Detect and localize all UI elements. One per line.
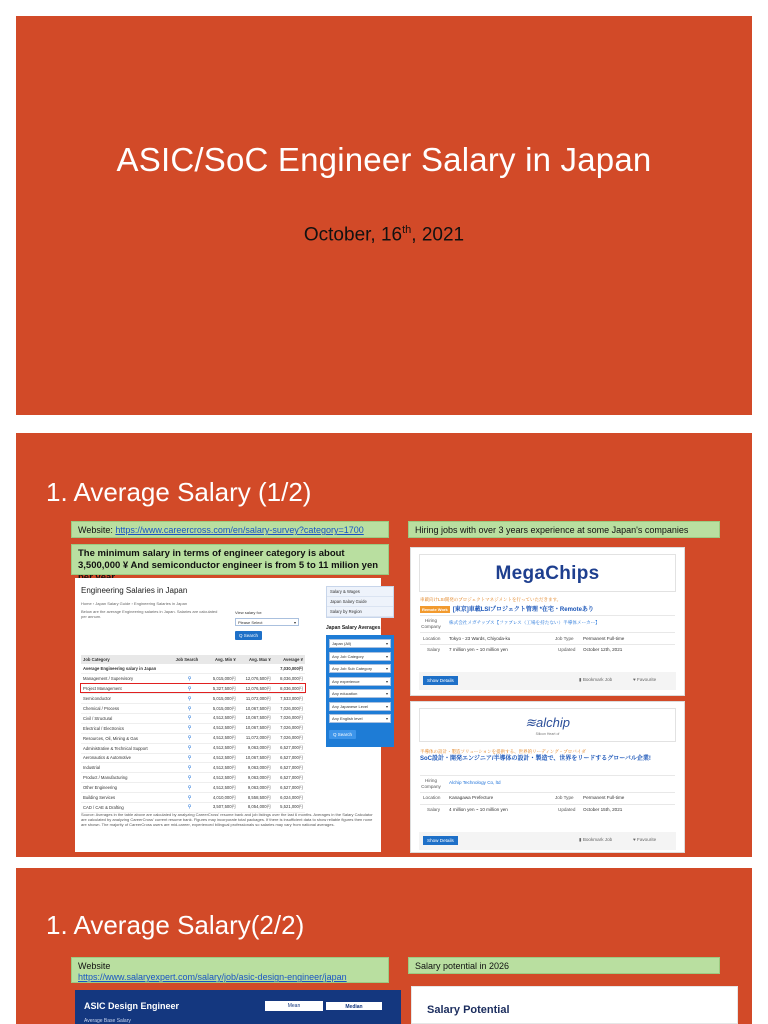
select-value: Any English level xyxy=(332,716,363,721)
show-details-button[interactable]: Show Details xyxy=(423,676,458,685)
job-category-cell: Electrical / Electronics xyxy=(81,723,174,733)
select-value: Japan (All) xyxy=(332,641,352,646)
job-title[interactable]: SoC設計・開発エンジニア/半導体の設計・製造で、世界をリードするグローバル企業! xyxy=(420,756,651,762)
side-menu-salary-region[interactable]: Salary by Region xyxy=(327,607,393,617)
bookmark-job-button[interactable] xyxy=(579,837,612,843)
average-cell: 6,527,000円 xyxy=(273,753,305,763)
hiring-company-label xyxy=(421,618,441,630)
select-value: Any Job Sub Category xyxy=(332,666,373,671)
salary-table-screenshot xyxy=(75,578,388,852)
average-value: 7,030,000円 xyxy=(273,664,305,674)
average-cell: 8,036,000円 xyxy=(273,674,305,684)
company-name[interactable] xyxy=(449,780,501,786)
job-category-cell: Industrial xyxy=(81,763,174,773)
averages-select[interactable] xyxy=(329,714,391,723)
col-avg-max: Avg. Max ¥ xyxy=(238,655,273,664)
divider xyxy=(420,775,675,776)
col-job-category: Job Category xyxy=(81,655,174,664)
select-value: Any Job Category xyxy=(332,653,364,659)
search-icon[interactable]: ⚲ xyxy=(174,753,206,763)
table-row xyxy=(81,723,305,733)
job-subtitle: 車載向けLSI開発のプロジェクトマネジメントを行っていただきます。 xyxy=(420,597,562,602)
salaryexpert-link[interactable]: https://www.salaryexpert.com/salary/job/asic-design-engineer/japan xyxy=(78,972,347,983)
breadcrumb: Home › Japan Salary Guide › Engineering Salaries in Japan xyxy=(81,601,188,606)
side-menu-salary-guide[interactable]: Japan Salary Guide xyxy=(327,597,393,607)
favourite-button[interactable] xyxy=(633,677,656,682)
salary-potential-card xyxy=(411,986,738,1024)
select-value: Any Japanese Level xyxy=(332,703,369,709)
chevron-down-icon: ▾ xyxy=(385,641,388,646)
slide-title: 1. Average Salary(2/2) xyxy=(46,910,305,940)
col-job-search: Job Search xyxy=(174,655,206,664)
job-category-cell: Chemical / Process xyxy=(81,704,174,714)
salary-value: 7 million yen ~ 10 million yen xyxy=(449,647,508,652)
title-slide xyxy=(16,16,752,415)
search-button[interactable]: Q Search xyxy=(235,631,262,640)
alchip-tagline: Silicon Heart of xyxy=(535,732,560,736)
potential-note: Salary potential in 2026 xyxy=(408,957,720,974)
divider xyxy=(420,804,675,805)
job-category-cell: Project Management xyxy=(81,684,174,694)
averages-select[interactable] xyxy=(329,702,391,711)
average-cell: 5,521,000円 xyxy=(273,802,305,812)
location-value: Tokyo - 23 Wards, Chiyoda-ku xyxy=(449,636,511,641)
megachips-logo-box xyxy=(419,554,676,592)
job-card-megachips[interactable] xyxy=(410,547,685,696)
label-text: Location xyxy=(423,636,441,641)
search-icon[interactable]: ⚲ xyxy=(174,723,206,733)
bookmark-label: Bookmark Job xyxy=(582,837,613,842)
avg-max-cell: 9,063,000円 xyxy=(238,763,273,773)
label-text: Hiring Company xyxy=(421,778,441,789)
job-category-cell: Other Engineering xyxy=(81,783,174,793)
chevron-down-icon: ▾ xyxy=(385,653,388,659)
job-title-text: [東京]車載LSIプロジェクト管理 *在宅・Remoteあり xyxy=(452,607,594,613)
search-icon[interactable]: ⚲ xyxy=(174,713,206,723)
asic-design-engineer-title: ASIC Design Engineer xyxy=(84,1001,180,1011)
salary-value: 4 million yen ~ 10 million yen xyxy=(449,807,508,812)
table-row xyxy=(81,743,305,753)
side-menu xyxy=(326,586,394,618)
average-base-salary-label: Average Base Salary xyxy=(84,1018,131,1024)
date-year: , 2021 xyxy=(411,224,465,246)
label-text: Job Type xyxy=(555,795,574,800)
average-salary-slide-2 xyxy=(16,868,752,1024)
average-salary-slide-1 xyxy=(16,433,752,857)
averages-select[interactable] xyxy=(329,652,391,661)
label-text: Salary xyxy=(427,807,441,812)
alchip-logo xyxy=(420,715,675,731)
bookmark-job-button[interactable] xyxy=(579,677,612,683)
date-suffix: th xyxy=(402,224,412,236)
label-text: Updated xyxy=(558,647,576,652)
averages-search-button[interactable]: Q Search xyxy=(329,730,356,739)
search-icon[interactable]: ⚲ xyxy=(174,733,206,743)
average-cell: 6,527,000円 xyxy=(273,773,305,783)
salary-label xyxy=(427,807,440,813)
company-link: 株式会社メガチップス【ファブレス（工場を持たない）半導体メーカー】 xyxy=(449,620,600,625)
presentation-title: ASIC/SoC Engineer Salary in Japan xyxy=(116,141,652,178)
label-text: Location xyxy=(423,795,441,800)
select-value: Please Select xyxy=(238,620,263,625)
divider xyxy=(420,615,675,616)
careercross-link[interactable]: https://www.careercross.com/en/salary-survey?category=1700 xyxy=(115,525,364,535)
view-salary-label: View salary for: xyxy=(235,610,263,615)
average-cell: 6,527,000円 xyxy=(273,743,305,753)
col-average: Average ¥ xyxy=(273,655,305,664)
website-label xyxy=(71,521,389,538)
averages-select[interactable] xyxy=(329,639,391,648)
table-row xyxy=(81,763,305,773)
avg-min-cell: 4,512,500円 xyxy=(206,763,238,773)
avg-min-cell: 4,512,500円 xyxy=(206,773,238,783)
average-label: Average Engineering salary in Japan xyxy=(81,664,174,674)
chevron-down-icon: ▾ xyxy=(385,716,388,721)
updated-label xyxy=(558,807,575,813)
average-cell: 7,026,000円 xyxy=(273,733,305,743)
updated-label xyxy=(558,647,575,653)
avg-max-cell: 9,063,000円 xyxy=(238,783,273,793)
label-text: Updated xyxy=(558,807,576,812)
averages-select[interactable] xyxy=(329,664,391,673)
table-row xyxy=(81,783,305,793)
salary-label xyxy=(427,647,440,653)
col-avg-min: Avg. Min ¥ xyxy=(206,655,238,664)
avg-max-cell: 11,072,000円 xyxy=(238,694,273,704)
company-link: Alchip Technology Co, ltd xyxy=(449,780,501,785)
average-cell: 6,527,000円 xyxy=(273,763,305,773)
search-icon[interactable]: ⚲ xyxy=(174,802,206,812)
location-label xyxy=(423,636,440,642)
updated-value: October 15th, 2021 xyxy=(583,807,623,812)
search-icon[interactable]: ⚲ xyxy=(174,763,206,773)
engineering-salaries-title: Engineering Salaries in Japan xyxy=(81,586,188,595)
salary-table xyxy=(81,655,305,813)
divider xyxy=(420,792,675,793)
alchip-swoosh-icon: ≋ xyxy=(525,715,536,730)
search-icon[interactable]: ⚲ xyxy=(174,674,206,684)
job-type-label xyxy=(555,795,574,801)
source-footnote: Source: Averages in the table above are calculated by analyzing CareerCross' resume bank and job listings over the last 6 months. Averages in the Salary Calculator are calculated by analyzing CareerCross' current resume bank. Figures may incorporate total packages. If there is insufficient data to show reliable figures then none are shown. The majority of CareerCross users are mid-career, experienced bilingual professionals so salaries may vary from national averages. xyxy=(81,812,373,828)
min-salary-note: The minimum salary in terms of engineer category is about 3,500,000 ¥ And semiconductor engineer is from 5 to 11 milion yen xyxy=(71,544,389,575)
remote-work-badge: Remote Work xyxy=(422,607,448,612)
table-row xyxy=(81,802,305,812)
table-row xyxy=(81,773,305,783)
salary-select[interactable] xyxy=(235,618,299,626)
company-name[interactable] xyxy=(449,620,600,626)
job-type-value: Permanent Full-time xyxy=(583,636,625,641)
job-category-cell: CAD / CAE & Drafting xyxy=(81,802,174,812)
average-cell: 7,026,000円 xyxy=(273,723,305,733)
location-value: Kanagawa Prefecture xyxy=(449,795,494,800)
search-icon[interactable]: ⚲ xyxy=(174,783,206,793)
label-text: Job Type xyxy=(555,636,574,641)
hiring-company-label xyxy=(421,778,441,790)
chevron-down-icon: ▾ xyxy=(293,620,296,625)
bookmark-icon: ▮ xyxy=(579,677,582,682)
job-category-cell: Resources, Oil, Mining & Gas xyxy=(81,733,174,743)
website-caption: Website xyxy=(78,961,111,971)
alchip-logo-text: alchip xyxy=(535,715,570,730)
presentation-date xyxy=(16,224,752,246)
search-icon[interactable]: ⚲ xyxy=(174,743,206,753)
avg-min-cell: 3,507,500円 xyxy=(206,802,238,812)
divider xyxy=(420,644,675,645)
average-cell: 6,527,000円 xyxy=(273,783,305,793)
averages-select[interactable] xyxy=(329,677,391,686)
avg-min-cell: 5,015,000円 xyxy=(206,694,238,704)
job-card-alchip[interactable] xyxy=(410,701,685,853)
chevron-down-icon: ▾ xyxy=(385,703,388,709)
salary-potential-heading: Salary Potential xyxy=(427,1004,510,1016)
select-value: Any education xyxy=(332,691,358,696)
avg-min-cell: 4,512,500円 xyxy=(206,713,238,723)
search-icon[interactable]: ⚲ xyxy=(174,694,206,704)
avg-min-cell: 4,512,500円 xyxy=(206,743,238,753)
job-category-cell: Product / Manufacturing xyxy=(81,773,174,783)
favourite-label: Favourite xyxy=(637,837,657,842)
job-type-label xyxy=(555,636,574,642)
job-category-cell: Management / Supervisory xyxy=(81,674,174,684)
show-details-button[interactable]: Show Details xyxy=(423,836,458,845)
avg-max-cell: 8,558,500円 xyxy=(238,793,273,803)
avg-max-cell: 10,067,500円 xyxy=(238,704,273,714)
slide-title: 1. Average Salary (1/2) xyxy=(46,477,312,507)
location-label xyxy=(423,795,440,801)
avg-max-cell: 9,063,000円 xyxy=(238,743,273,753)
averages-select[interactable] xyxy=(329,689,391,698)
chevron-down-icon: ▾ xyxy=(385,691,388,696)
search-icon[interactable]: ⚲ xyxy=(174,704,206,714)
avg-max-cell: 11,072,000円 xyxy=(238,733,273,743)
updated-value: October 12th, 2021 xyxy=(583,647,623,652)
label-text: Hiring Company xyxy=(421,618,441,629)
avg-max-cell: 12,076,500円 xyxy=(238,674,273,684)
job-category-cell: Civil / Structural xyxy=(81,713,174,723)
job-category-cell: Semiconductor xyxy=(81,694,174,704)
megachips-logo: MegaChips xyxy=(495,563,600,584)
search-icon[interactable]: ⚲ xyxy=(174,684,206,694)
divider xyxy=(420,632,675,633)
averages-title: Japan Salary Averages xyxy=(326,625,381,631)
avg-max-cell: 10,067,500円 xyxy=(238,713,273,723)
table-header xyxy=(81,655,305,664)
avg-max-cell: 10,067,500円 xyxy=(238,753,273,763)
avg-min-cell: 5,015,000円 xyxy=(206,674,238,684)
select-value: Any experience xyxy=(332,678,360,684)
search-icon[interactable]: ⚲ xyxy=(174,793,206,803)
side-menu-salary-wages[interactable]: Salary & Wages xyxy=(327,587,393,597)
avg-min-cell: 4,512,500円 xyxy=(206,733,238,743)
bookmark-label: Bookmark Job xyxy=(582,677,613,682)
job-actions xyxy=(419,832,676,850)
avg-min-cell: 4,512,500円 xyxy=(206,783,238,793)
alchip-logo-box xyxy=(419,708,676,742)
average-cell: 7,533,000円 xyxy=(273,694,305,704)
table-row xyxy=(81,694,305,704)
search-icon[interactable]: ⚲ xyxy=(174,773,206,783)
job-subtitle: 半導体の設計・製造ソリューションを提供する、世界的リーディング・プロバイダ xyxy=(420,749,586,754)
avg-min-cell: 4,010,000円 xyxy=(206,793,238,803)
table-row xyxy=(81,704,305,714)
average-cell: 7,026,000円 xyxy=(273,713,305,723)
asic-salary-panel xyxy=(75,990,401,1024)
average-cell: 6,024,000円 xyxy=(273,793,305,803)
chevron-down-icon: ▾ xyxy=(385,666,388,671)
date-day: October, 16 xyxy=(303,224,403,246)
table-row xyxy=(81,733,305,743)
average-row xyxy=(81,664,305,674)
table-row xyxy=(81,713,305,723)
job-type-value: Permanent Full-time xyxy=(583,795,625,800)
avg-max-cell: 8,054,000円 xyxy=(238,802,273,812)
job-category-cell: Building Services xyxy=(81,793,174,803)
average-cell: 7,026,000円 xyxy=(273,704,305,714)
website-label xyxy=(71,957,389,983)
heart-icon: ♥ xyxy=(633,677,636,682)
job-category-cell: Administrative & Technical Support xyxy=(81,743,174,753)
avg-min-cell: 5,327,500円 xyxy=(206,684,238,694)
table-row xyxy=(81,753,305,763)
avg-min-cell: 4,512,500円 xyxy=(206,723,238,733)
avg-min-cell: 4,512,500円 xyxy=(206,753,238,763)
median-toggle[interactable]: Median xyxy=(325,1001,383,1011)
heart-icon: ♥ xyxy=(633,837,636,842)
avg-max-cell: 9,063,000円 xyxy=(238,773,273,783)
job-category-cell: Aeronautics & Automotive xyxy=(81,753,174,763)
semiconductor-highlight xyxy=(80,683,306,693)
avg-max-cell: 12,076,500円 xyxy=(238,684,273,694)
label-text: Salary xyxy=(427,647,441,652)
favourite-label: Favourite xyxy=(637,677,657,682)
bookmark-icon: ▮ xyxy=(579,837,582,842)
job-title[interactable] xyxy=(420,604,594,613)
job-actions xyxy=(419,672,676,690)
avg-max-cell: 10,067,500円 xyxy=(238,723,273,733)
chevron-down-icon: ▾ xyxy=(385,678,388,684)
average-cell: 8,036,000円 xyxy=(273,684,305,694)
table-row xyxy=(81,793,305,803)
mean-toggle[interactable]: Mean xyxy=(265,1001,323,1011)
avg-min-cell: 5,015,000円 xyxy=(206,704,238,714)
website-caption: Website: xyxy=(78,525,113,535)
favourite-button[interactable] xyxy=(633,837,656,842)
hiring-note: Hiring jobs with over 3 years experience at some Japan's companies xyxy=(408,521,720,538)
intro-text: Below are the average Engineering salaries in Japan. Salaries are calculated per annum. xyxy=(81,609,218,620)
